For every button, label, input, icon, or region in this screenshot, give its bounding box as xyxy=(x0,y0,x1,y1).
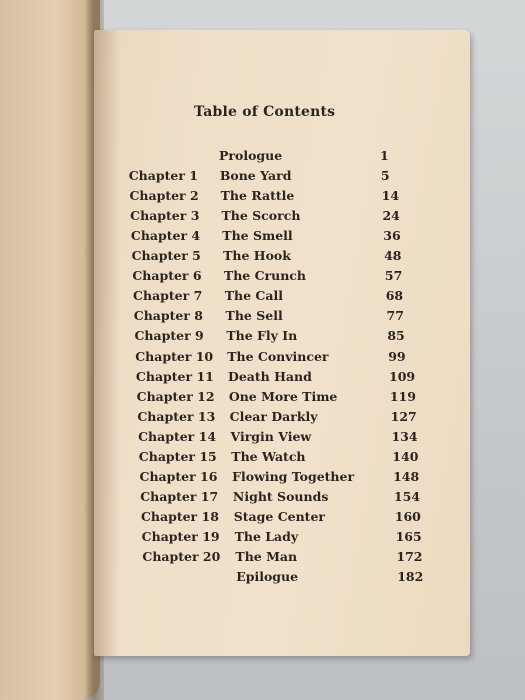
page-number: 134 xyxy=(391,428,418,444)
page-number: 68 xyxy=(385,288,404,304)
chapter-label: Chapter 8 xyxy=(133,308,203,324)
chapter-label: Chapter 6 xyxy=(132,268,202,284)
chapter-label: Chapter 18 xyxy=(140,508,219,524)
toc-entry xyxy=(140,488,421,505)
toc-entry xyxy=(134,328,404,344)
toc-entry xyxy=(138,448,419,465)
chapter-title: The Man xyxy=(235,549,298,564)
toc-entry xyxy=(129,188,399,204)
chapter-title: Flowing Together xyxy=(232,468,355,484)
page-number: 57 xyxy=(384,268,403,284)
chapter-label: Chapter 13 xyxy=(137,408,216,424)
toc-entry xyxy=(132,268,402,284)
page-number: 14 xyxy=(381,188,400,204)
page-number: 182 xyxy=(397,569,424,585)
page-number: 165 xyxy=(395,528,422,544)
toc-entry xyxy=(129,168,399,184)
page-number: 1 xyxy=(380,148,389,163)
page-number: 85 xyxy=(387,328,405,344)
toc-entry xyxy=(134,308,404,324)
chapter-title: The Crunch xyxy=(223,268,307,284)
toc-entry xyxy=(135,368,416,385)
chapter-title: Bone Yard xyxy=(219,168,292,184)
toc-entry xyxy=(142,549,423,565)
chapter-title: Epilogue xyxy=(236,569,299,585)
chapter-label: Chapter 19 xyxy=(141,528,220,544)
page-number: 24 xyxy=(382,208,400,224)
toc-entry xyxy=(137,408,417,425)
chapter-label: Chapter 1 xyxy=(128,168,198,184)
chapter-title: The Call xyxy=(224,288,283,304)
page-number: 109 xyxy=(389,368,416,384)
toc-entry xyxy=(138,428,418,445)
chapter-title: Clear Darkly xyxy=(229,408,318,424)
page-number: 5 xyxy=(380,168,390,184)
toc-entry xyxy=(139,468,420,485)
chapter-title: Prologue xyxy=(219,148,283,163)
page-number: 140 xyxy=(392,448,419,464)
chapter-label: Chapter 3 xyxy=(130,208,200,224)
toc-entry xyxy=(141,528,422,545)
chapter-label: Chapter 2 xyxy=(129,188,199,204)
page-title: Table of Contents xyxy=(194,104,336,120)
chapter-title: The Convincer xyxy=(227,348,329,364)
page-number: 154 xyxy=(393,488,421,504)
chapter-label: Chapter 11 xyxy=(135,368,214,384)
chapter-label: Chapter 5 xyxy=(131,248,201,264)
chapter-title: Virgin View xyxy=(230,428,312,444)
page-number: 36 xyxy=(383,228,401,244)
chapter-title: Death Hand xyxy=(228,368,312,384)
chapter-label: Chapter 20 xyxy=(142,549,221,564)
toc-entry xyxy=(133,288,403,304)
page-number: 119 xyxy=(389,388,416,404)
toc-entry xyxy=(130,208,400,224)
chapter-label: Chapter 15 xyxy=(138,448,217,464)
toc-entry xyxy=(132,248,402,264)
page-number: 160 xyxy=(394,508,421,524)
chapter-label: Chapter 17 xyxy=(140,488,219,504)
chapter-title: The Hook xyxy=(223,248,291,264)
toc-entry xyxy=(131,228,401,244)
chapter-label: Chapter 7 xyxy=(133,288,203,304)
page-number: 99 xyxy=(388,348,406,364)
chapter-title: The Lady xyxy=(234,528,299,544)
chapter-title: Stage Center xyxy=(233,508,325,524)
chapter-label: Chapter 16 xyxy=(139,468,218,484)
toc-entry xyxy=(140,508,421,525)
chapter-title: The Smell xyxy=(222,228,293,244)
page-number: 48 xyxy=(384,248,402,264)
chapter-label: Chapter 4 xyxy=(130,228,201,244)
chapter-label: Chapter 14 xyxy=(138,428,217,444)
toc-entry xyxy=(135,349,405,365)
chapter-title: The Fly In xyxy=(226,328,298,344)
page-number: 127 xyxy=(390,408,417,424)
chapter-title: The Watch xyxy=(231,448,306,464)
chapter-title: One More Time xyxy=(228,388,338,404)
page-number: 77 xyxy=(386,308,404,324)
chapter-title: The Sell xyxy=(225,308,283,324)
toc-entry xyxy=(128,148,398,164)
chapter-title: The Scorch xyxy=(221,208,301,224)
toc-entry xyxy=(143,569,424,585)
page-number: 172 xyxy=(396,549,423,564)
toc-entry xyxy=(136,388,416,405)
page-number: 148 xyxy=(393,468,420,484)
chapter-label: Chapter 9 xyxy=(134,328,204,344)
chapter-label: Chapter 12 xyxy=(136,388,215,404)
chapter-title: Night Sounds xyxy=(232,488,329,504)
chapter-title: The Rattle xyxy=(220,188,295,204)
chapter-label: Chapter 10 xyxy=(135,348,214,364)
